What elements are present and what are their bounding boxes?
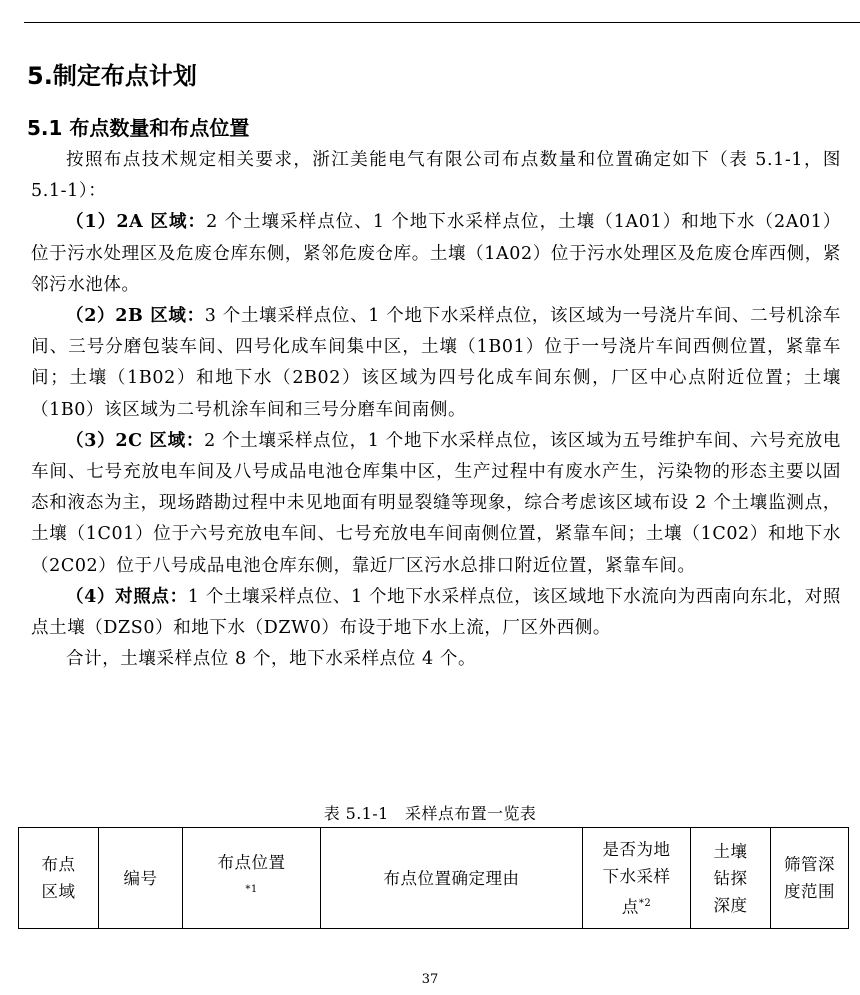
sampling-table bbox=[18, 827, 849, 929]
item-label: （1）2A 区域： bbox=[66, 212, 207, 233]
body-text bbox=[31, 145, 841, 675]
item-paragraph-2a bbox=[31, 207, 841, 301]
summary-paragraph: 合计，土壤采样点位 8 个，地下水采样点位 4 个。 bbox=[66, 649, 477, 670]
item-text: 2 个土壤采样点位，1 个地下水采样点位，该区域为五号维护车间、六号充放电车间、七号充放电车间及八号成品电池仓库集中区，生产过程中有废水产生，污染物的形态主要以固态和液态为主，现场踏勘过程中未见地面有明显裂缝等现象，综合考虑该区域布设 2 个土壤监测点，土壤（1C01）位于六号充放电车间、七号充放电车间南侧位置，紧靠车间；土壤（1C02）和地下水（2C02）位于八号成品电池仓库东侧，靠近厂区污水总排口附近位置，紧靠车间。 bbox=[31, 430, 842, 576]
header-groundwater: 是否为地 下水采样 点$^{*2}$ bbox=[583, 828, 691, 929]
header-id: 编号 bbox=[99, 828, 183, 929]
header-position: 布点位置 $^{*1}$ bbox=[183, 828, 321, 929]
page-number: 37 bbox=[421, 972, 439, 987]
intro-paragraph: 按照布点技术规定相关要求，浙江美能电气有限公司布点数量和位置确定如下（表 5.1-1，图 5.1-1）： bbox=[31, 150, 841, 202]
item-label: （3）2C 区域： bbox=[66, 430, 205, 451]
subsection-heading: 5.1 布点数量和布点位置 bbox=[27, 116, 250, 140]
header-screen-depth: 筛管深 度范围 bbox=[771, 828, 849, 929]
section-heading: 5.制定布点计划 bbox=[27, 62, 197, 90]
item-text: 3 个土壤采样点位、1 个地下水采样点位，该区域为一号浇片车间、二号机涂车间、三号分磨包装车间、四号化成车间集中区，土壤（1B01）位于一号浇片车间西侧位置，紧靠车间；土壤（1B02）和地下水（2B02）该区域为四号化成车间东侧，厂区中心点附近位置；土壤（1B0）该区域为二号机涂车间和三号分磨车间南侧。 bbox=[31, 306, 841, 420]
item-text: 1 个土壤采样点位、1 个地下水采样点位，该区域地下水流向为西南向东北，对照点土壤（DZS0）和地下水（DZW0）布设于地下水上流，厂区外西侧。 bbox=[31, 586, 841, 639]
header-drill-depth: 土壤 钻探 深度 bbox=[691, 828, 771, 929]
item-text: 2 个土壤采样点位、1 个地下水采样点位，土壤（1A01）和地下水（2A01）位于污水处理区及危废仓库东侧，紧邻危废仓库。土壤（1A02）位于污水处理区及危废仓库西侧，紧邻污水池体。 bbox=[31, 212, 841, 295]
header-area: 布点 区域 bbox=[19, 828, 99, 929]
item-label: （4）对照点： bbox=[66, 586, 188, 607]
table-caption: 表 5.1-1 采样点布置一览表 bbox=[323, 804, 537, 823]
item-label: （2）2B 区域： bbox=[66, 306, 205, 327]
item-paragraph-reference bbox=[31, 582, 841, 644]
item-paragraph-2b bbox=[31, 301, 841, 426]
item-paragraph-2c bbox=[31, 426, 841, 582]
table-header-row bbox=[19, 828, 849, 929]
header-rule bbox=[24, 22, 860, 23]
header-reason: 布点位置确定理由 bbox=[321, 828, 583, 929]
